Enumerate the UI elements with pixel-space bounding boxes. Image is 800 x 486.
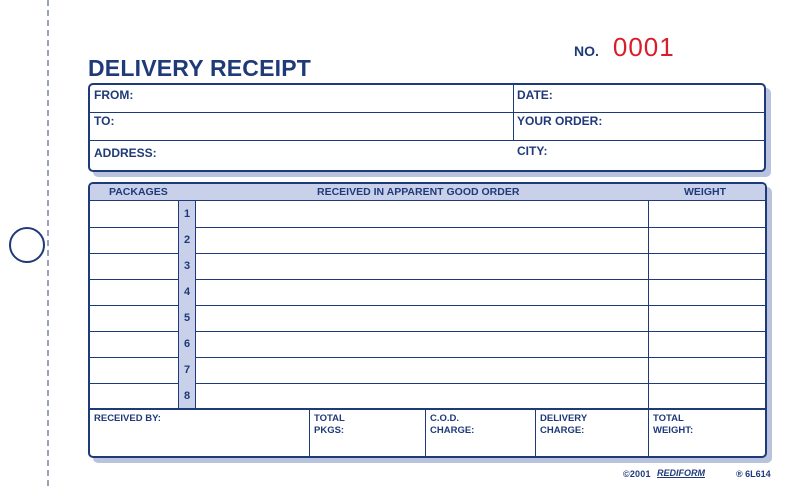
to-field[interactable]: TO: bbox=[94, 114, 115, 128]
row-number-strip bbox=[178, 201, 196, 408]
address-field[interactable]: ADDRESS: bbox=[94, 146, 157, 160]
row-number: 7 bbox=[183, 364, 191, 376]
table-row-line bbox=[196, 305, 765, 306]
table-row-line bbox=[90, 279, 178, 280]
receipt-number bbox=[574, 32, 675, 63]
delivery-charge-label: DELIVERY CHARGE: bbox=[540, 413, 587, 436]
table-row-line bbox=[196, 279, 765, 280]
packages-column-header: PACKAGES bbox=[109, 186, 168, 198]
weight-column-header: WEIGHT bbox=[684, 186, 726, 198]
perforation-line bbox=[47, 0, 49, 486]
total-pkgs-cell[interactable] bbox=[309, 410, 345, 456]
table-row-line bbox=[196, 227, 765, 228]
row-number: 8 bbox=[183, 390, 191, 402]
table-row-line bbox=[90, 357, 178, 358]
table-header bbox=[90, 184, 765, 201]
cod-charge-label: C.O.D. CHARGE: bbox=[430, 413, 475, 436]
table-row-line bbox=[90, 331, 178, 332]
table-row-line bbox=[90, 305, 178, 306]
row-number: 2 bbox=[183, 234, 191, 246]
row-number: 3 bbox=[183, 260, 191, 272]
table-row-line bbox=[196, 357, 765, 358]
divider bbox=[90, 112, 764, 113]
table-row-line bbox=[90, 253, 178, 254]
date-field[interactable]: DATE: bbox=[517, 88, 553, 102]
table-row-line bbox=[196, 331, 765, 332]
your-order-field[interactable]: YOUR ORDER: bbox=[517, 114, 603, 128]
table-row-line bbox=[196, 383, 765, 384]
row-number: 1 bbox=[183, 208, 191, 220]
total-weight-label: TOTAL WEIGHT: bbox=[653, 413, 694, 436]
divider bbox=[513, 85, 514, 141]
delivery-charge-cell[interactable] bbox=[535, 410, 587, 456]
row-number: 6 bbox=[183, 338, 191, 350]
totals-footer bbox=[90, 408, 765, 456]
city-field[interactable]: CITY: bbox=[517, 144, 548, 158]
cod-charge-cell[interactable] bbox=[425, 410, 475, 456]
row-number: 4 bbox=[183, 286, 191, 298]
number-value: 0001 bbox=[612, 32, 675, 62]
table-row-line bbox=[90, 383, 178, 384]
from-field[interactable]: FROM: bbox=[94, 88, 134, 102]
header-fields-box bbox=[88, 83, 766, 172]
brand-logo: REDIFORM bbox=[657, 468, 705, 478]
punch-hole bbox=[9, 227, 45, 263]
table-row-line bbox=[90, 227, 178, 228]
packages-table bbox=[88, 182, 767, 458]
total-pkgs-label: TOTAL PKGS: bbox=[314, 413, 345, 436]
model-number: ® 6L614 bbox=[736, 469, 771, 479]
number-label: NO. bbox=[574, 43, 599, 59]
form-title: DELIVERY RECEIPT bbox=[88, 55, 312, 81]
row-number: 5 bbox=[183, 312, 191, 324]
received-column-header: RECEIVED IN APPARENT GOOD ORDER bbox=[317, 186, 520, 198]
received-by-field[interactable]: RECEIVED BY: bbox=[94, 413, 161, 424]
table-row-line bbox=[196, 253, 765, 254]
total-weight-cell[interactable] bbox=[648, 410, 694, 456]
copyright-text: ©2001 bbox=[623, 469, 651, 479]
divider bbox=[90, 140, 764, 141]
